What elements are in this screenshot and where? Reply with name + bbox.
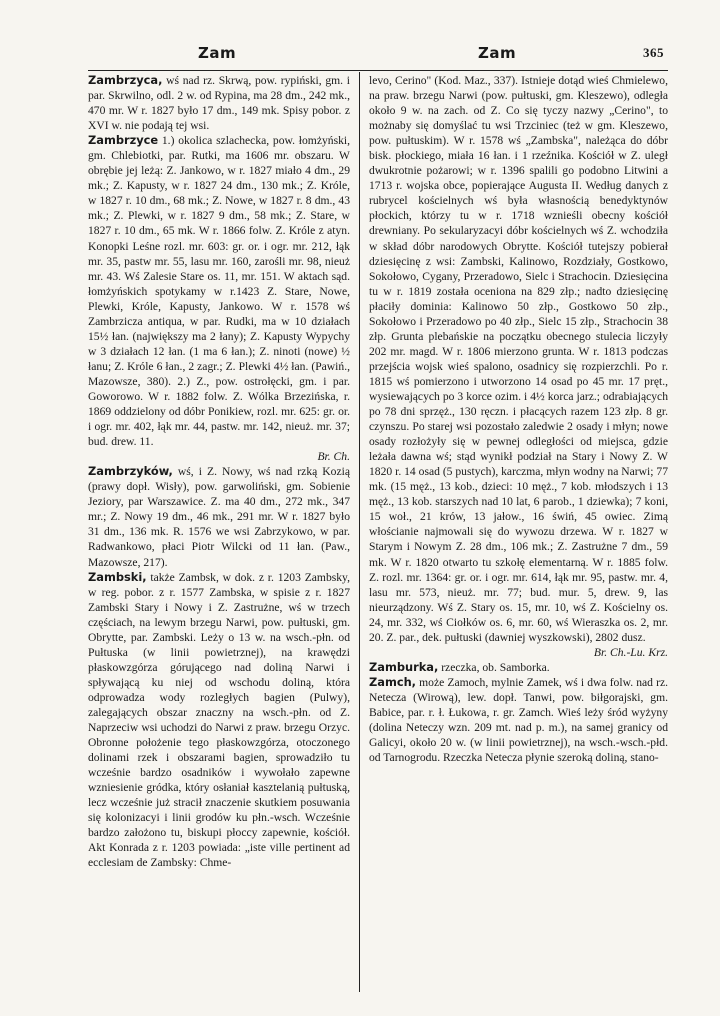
entry-headword: Zamch, [369,674,417,689]
entry [88,73,350,133]
header-rule [88,70,668,71]
entry-headword: Zamburka, [369,659,439,674]
entry-signature: Br. Ch. [317,450,350,464]
entry [369,73,668,660]
entry-headword: Zambrzyce [88,133,159,148]
running-head-left: Zam [198,44,237,62]
entry-text: może Zamoch, mylnie Zamek, wś i dwa folw. nad rz. Netecza (Wirową), lew. dopł. Tanwi, pow. biłgorajski, gm. Babice, par. r. ł. Łukowa, r. gr. Zamch. Wieś leży śród wyżyny (dolina Neteczy wzn. 209 mt. nad p. m.), na samej granicy od Galicyi, około 20 w. (w linii powietrznej), na wsch.-wsch.-płd. od Tarnogrodu. Rzeczka Netecza płynie szeroką doliną, stano- [369,675,668,765]
entry-signature: Br. Ch.-Lu. Krz. [593,645,668,659]
entry [88,570,350,871]
entry-headword: Zambrzyca, [88,73,163,87]
page-number: 365 [643,45,664,60]
entry [369,675,668,765]
entry-headword: Zambrzyków, [88,464,173,479]
column-divider [359,72,360,992]
running-head-right: Zam [478,44,517,62]
entry [88,133,350,464]
entry-text: wś, i Z. Nowy, wś nad rzką Kozią (prawy dopł. Wisły), pow. garwoliński, gm. Sobienie Jeziory, par Warszawice. Z. ma 40 dm., 272 mk., 347 mr.; Z. Nowy 19 dm., 46 mk., 291 mr. W r. 1827 było 31 dm., 136 mk. R. 1576 we wsi Zabrzykowo, w par. Radwankowo, płaci Piotr Wilcki od 11 łan. (Paw., Mazowsze, 217). [88,465,350,569]
entry-text: levo, Cerino" (Kod. Maz., 337). Istnieje dotąd wieś Chmielewo, na praw. brzegu Narwi (pow. pułtuski, gm. Kleszewo), odległa około 9 w. na zach. od Z. Co się tyczy nazwy „Cerino", to możnaby się domyślać tu wsi Trzciniec (też w gm. Kleszewo, pow. pułtuskim). W r. 1578 wś „Zambska", należąca do dóbr bisk. płockiego, miała 16 łan. i 1 rzeźnika. Kościół w Z. uległ dwukrotnie pożarowi; w r. 1396 spalili go podobno Litwini a 1713 r. wojska obce, popierające Augusta II. Według danych z rubrycel kościelnych wś była własnością benedyktynów płockich, którzy tu w r. 1718 wznieśli obecny kościół drewniany. Po sekularyzacyi dóbr kościelnych wś Z. wchodziła w skład dóbr narodowych Obrytte. Kościół tutejszy pobierał dziesięcinę z wsi: Zambski, Kalinowo, Rozdziały, Gostkowo, Sokołowo, Cygany, Przeradowo, Sielc i Strachocin. Dziesięcina tu w r. 1819 została oceniona na 829 złp.; nadto dziesięcinę płaciły dominia: Kalinowo 50 złp., Gostkowo 50 złp., Sokołowo i Przeradowo po 40 złp., Sielc 15 złp., Strachocin 38 złp. Grunta plebańskie na początku obecnego stulecia liczyły 202 mr. magd. W r. 1806 mierzono grunta. W r. 1813 podczas przejścia wojsk wieś spalono, osadnicy się rozpierzchli. Po r. 1815 wś pomierzono i utworzono 14 osad po 45 mr. 17 pręt., wysiewających po 3 korce ozim. i 4½ korca jarz.; odrabiających po 78 dni sprzęż., 130 ręczn. i płacących razem 123 złp. 8 gr. czynszu. Po starej wsi pozostało zaledwie 2 osady i młyn; nowe osady rozłożyły się w pewnej odległości od miejsca, gdzie leżała dawna wś; stąd wynikł podział na Stary i Nowy Z. W 1820 r. 14 osad (5 pustych), karczma, młyn wodny na Narwi; 77 mk. (15 męż., 13 kob., dzieci: 10 męż., 7 kob. młodszych i 13 męż., 13 kob. starszych nad 10 lat, 6 parob., 1 dziewka); 7 koni, 15 woł., 21 krów, 13 jałow., 16 świń, 45 owiec. Zimą włościanie najmowali się do wywozu drzewa. W r. 1827 w Starym i Nowym Z. 28 dm., 106 mk.; Z. Zastrużne 7 dm., 59 mk. W r. 1820 otwarto tu szkołę elementarną. W r. 1885 folw. Z. rozl. mr. 1364: gr. or. i ogr. mr. 614, łąk mr. 95, pastw. mr. 4, lasu mr. 573, nieuż. mr. 77; bud. mur. 5, drew. 9, las nieurządzony. Wś Z. Stary os. 15, mr. 10, wś Z. Kościelny os. 24, mr. 332, wś Ciołków os. 6, mr. 60, wś Wieraszka os. 2, mr. 20. Z. par., dek. pułtuski (dawniej wyszkowski), 2802 dusz. [369,74,668,644]
entry-text: także Zambsk, w dok. z r. 1203 Zambsky, w reg. pobor. z r. 1577 Zambska, w spisie z r. 1827 Zambski Stary i Nowy i Z. Zastrużne, wś w trzech częściach, na lewym brzegu Narwi, pow. pułtuski, gm. Obrytte, par. Zambski. Leży o 13 w. na wsch.-płn. od Pułtuska (w linii powietrznej), na krawędzi płaskowzgórza górującego nad doliną Narwi i spływającą ku niej od wschodu doliną, która odprowadza wody rozległych bagien (Pulwy), zalegających obszar znaczny na wsch.-płn. od Z. Naprzeciw wsi uchodzi do Narwi z praw. brzegu Orzyc. Obronne położenie tego płaskowzgórza, otoczonego dolinami rzek i obszarami bagien, sprowadziło tu wcześnie bardzo osadników i wywołało zapewne wzniesienie gródka, który osłaniał kasztelanią pułtuską, lecz wcześnie już stracił znaczenie skutkiem posuwania się kolonizacyi i linii grodów ku płn.-wsch. Wcześnie bardzo założono tu, biskupi płoccy zapewnie, kościół. Akt Konrada z r. 1203 powiada: „iste ville pertinent ad ecclesiam de Zambsky: Chme- [88,570,350,870]
entry-text: rzeczka, ob. Samborka. [438,660,550,674]
entry [369,660,668,675]
left-column [88,73,350,995]
entry-text: wś nad rz. Skrwą, pow. rypiński, gm. i par. Skrwilno, odl. 2 w. od Rypina, ma 28 dm., 242 mk., 470 mr. W r. 1827 było 17 dm., 149 mk. Spisy pobor. z XVI w. nie podają tej wsi. [88,74,350,133]
entry-headword: Zambski, [88,569,147,584]
entry-text: 1.) okolica szlachecka, pow. łomżyński, gm. Chlebiotki, par. Rutki, ma 1606 mr. obszaru. W obrębie jej leżą: Z. Jankowo, w r. 1827 miało 4 dm., 29 mk.; Z. Kapusty, w r. 1827 24 dm., 130 mk.; Z. Króle, w 1827 r. 10 dm., 68 mk.; Z. Nowe, w 1827 r. 8 dm., 43 mk.; Z. Plewki, w r. 1827 9 dm., 58 mk.; Z. Stare, w 1827 r. 10 dm., 65 mk. W r. 1866 folw. Z. Króle z atyn. Konopki Leśne rozl. mr. 603: gr. or. i ogr. mr. 212, łąk mr. 35, pastw mr. 55, lasu mr. 160, zarośli mr. 98, nieuż mr. 43. Wś Zalesie Stare os. 11, mr. 151. W aktach sąd. łomżyńskich spotykamy w r.1423 Z. Stare, Nowe, Plewki, Króle, Kapusty, Jankowo. W r. 1578 wś Zambrzicza antiqua, w par. Rudki, ma w 10 działach 15½ łan. (największy ma 2 łany); Z. Kapusty Wypychy w 3 działach 12 łan. (1 ma 6 łan.); Z. ninoti (nowe) ½ łanu; Z. Króle 6 łan., 2 zagr.; Z. Plewki 4½ łan. (Pawiń., Mazowsze, 380). 2.) Z., pow. ostrołęcki, gm. i par. Goworowo. W r. 1882 folw. Z. Wólka Brzezińska, r. 1869 oddzielony od dóbr Ponikiew, rozl. mr. 625: gr. or. i ogr. mr. 402, łąk mr. 44, pastw. mr. 142, nieuż. mr. 37; bud. drew. 11. [88,134,350,449]
entry [88,464,350,569]
right-column [369,73,668,995]
